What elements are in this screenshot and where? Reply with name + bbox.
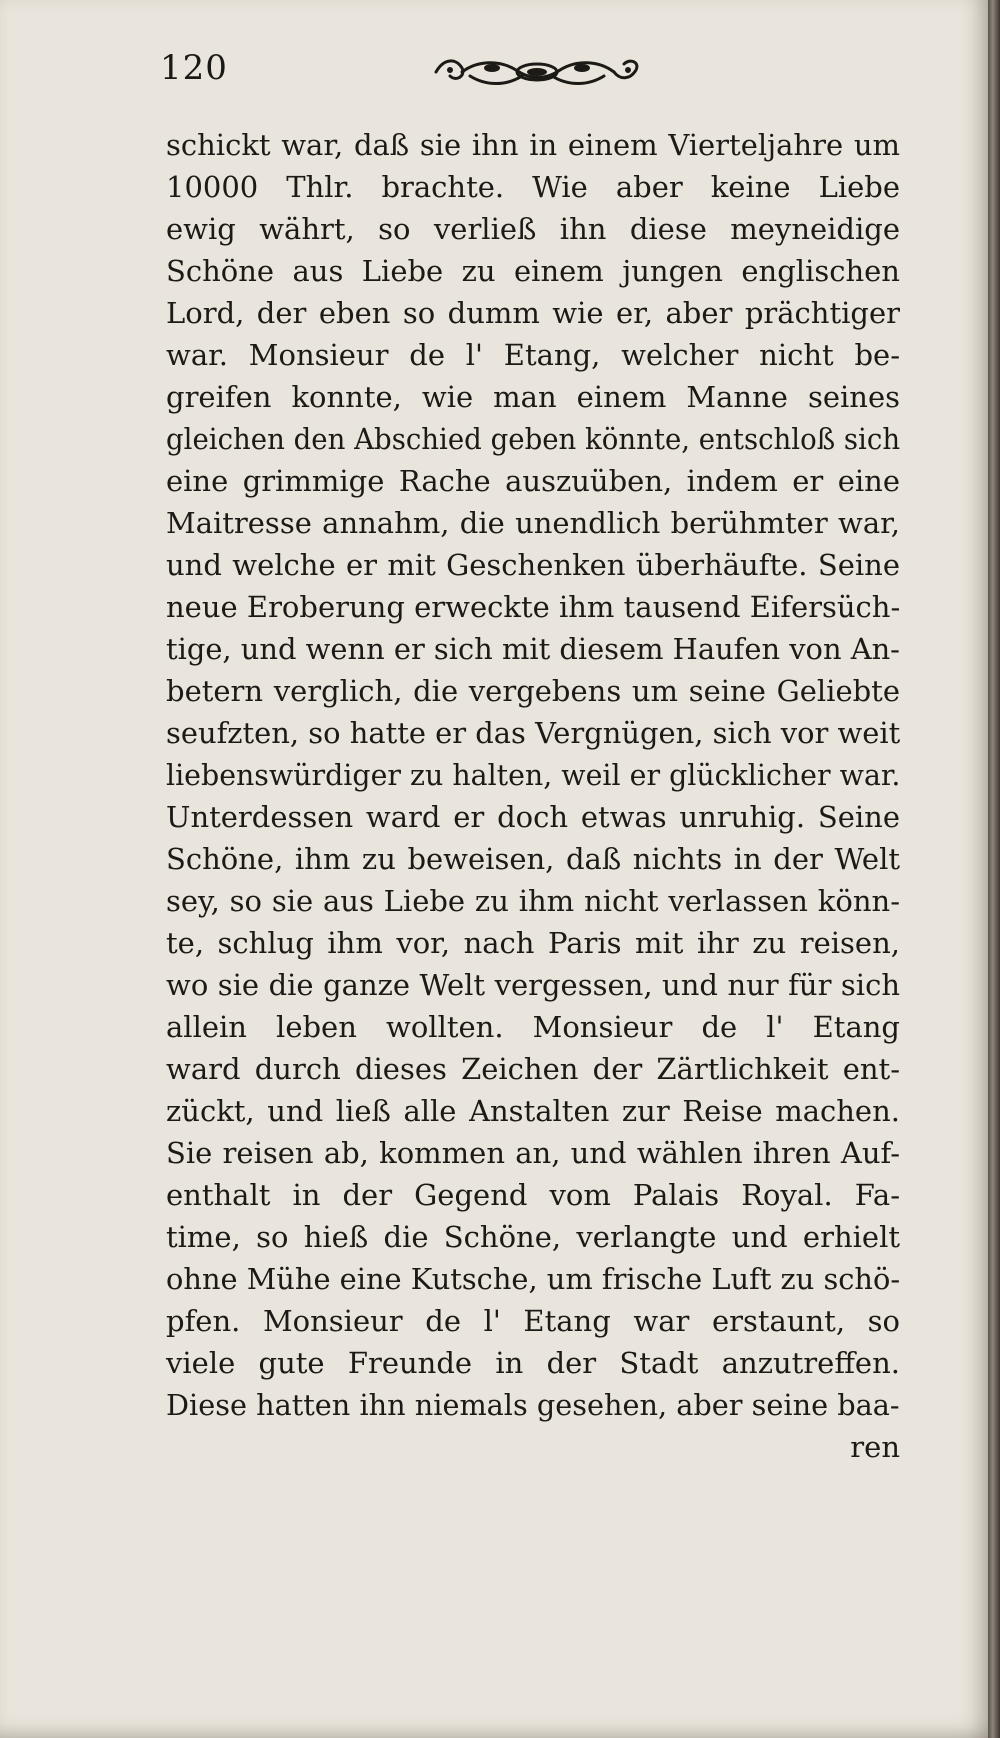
text-line: ward durch dieses Zeichen der Zärtlichkeit ent- (166, 1052, 900, 1086)
text-line: wo sie die ganze Welt vergessen, und nur für sich (166, 968, 900, 1002)
text-line: eine grimmige Rache auszuüben, indem er eine (166, 464, 900, 498)
text-line: zückt, und ließ alle Anstalten zur Reise machen. (166, 1094, 900, 1128)
text-line: Lord, der eben so dumm wie er, aber prächtiger (166, 296, 900, 330)
text-line: Schöne aus Liebe zu einem jungen englischen (166, 254, 900, 288)
text-line: te, schlug ihm vor, nach Paris mit ihr zu reisen, (166, 926, 900, 960)
page-edge (988, 0, 1000, 1738)
text-line: Unterdessen ward er doch etwas unruhig. Seine (166, 800, 900, 834)
catchword: ren (850, 1430, 900, 1464)
text-line: ewig währt, so verließ ihn diese meyneidige (166, 212, 900, 246)
text-line: gleichen den Abschied geben könnte, entschloß sich (166, 422, 901, 456)
text-line: viele gute Freunde in der Stadt anzutreffen. (166, 1346, 900, 1380)
text-line: allein leben wollten. Monsieur de l' Etang (166, 1010, 900, 1044)
text-line: war. Monsieur de l' Etang, welcher nicht be- (166, 338, 900, 372)
text-line: enthalt in der Gegend vom Palais Royal. Fa- (166, 1178, 900, 1212)
text-line: tige, und wenn er sich mit diesem Haufen von An- (166, 632, 900, 666)
text-line: pfen. Monsieur de l' Etang war erstaunt, so (166, 1304, 900, 1338)
text-line: ohne Mühe eine Kutsche, um frische Luft zu schö- (166, 1262, 901, 1296)
text-line: seufzten, so hatte er das Vergnügen, sich vor weit (166, 716, 901, 750)
text-line: schickt war, daß sie ihn in einem Vierteljahre um (166, 128, 900, 162)
page-number: 120 (160, 48, 228, 88)
text-line: Maitresse annahm, die unendlich berühmter war, (166, 506, 900, 540)
text-line: betern verglich, die vergebens um seine Geliebte (166, 674, 900, 708)
text-line: 10000 Thlr. brachte. Wie aber keine Liebe (166, 170, 900, 204)
text-line: und welche er mit Geschenken überhäufte. Seine (166, 548, 900, 582)
text-line: Sie reisen ab, kommen an, und wählen ihren Auf- (166, 1136, 900, 1170)
text-line: greifen konnte, wie man einem Manne seines (166, 380, 900, 414)
decorative-vignette-icon (430, 50, 645, 94)
body-text (166, 124, 900, 1468)
text-line: Diese hatten ihn niemals gesehen, aber seine baa- (166, 1388, 900, 1422)
text-line: sey, so sie aus Liebe zu ihm nicht verlassen könn- (166, 884, 900, 918)
text-line: liebenswürdiger zu halten, weil er glücklicher war. (166, 758, 901, 792)
text-line: Schöne, ihm zu beweisen, daß nichts in der Welt (166, 842, 900, 876)
text-line: time, so hieß die Schöne, verlangte und erhielt (166, 1220, 900, 1254)
text-line: neue Eroberung erweckte ihm tausend Eifersüch- (166, 590, 901, 624)
